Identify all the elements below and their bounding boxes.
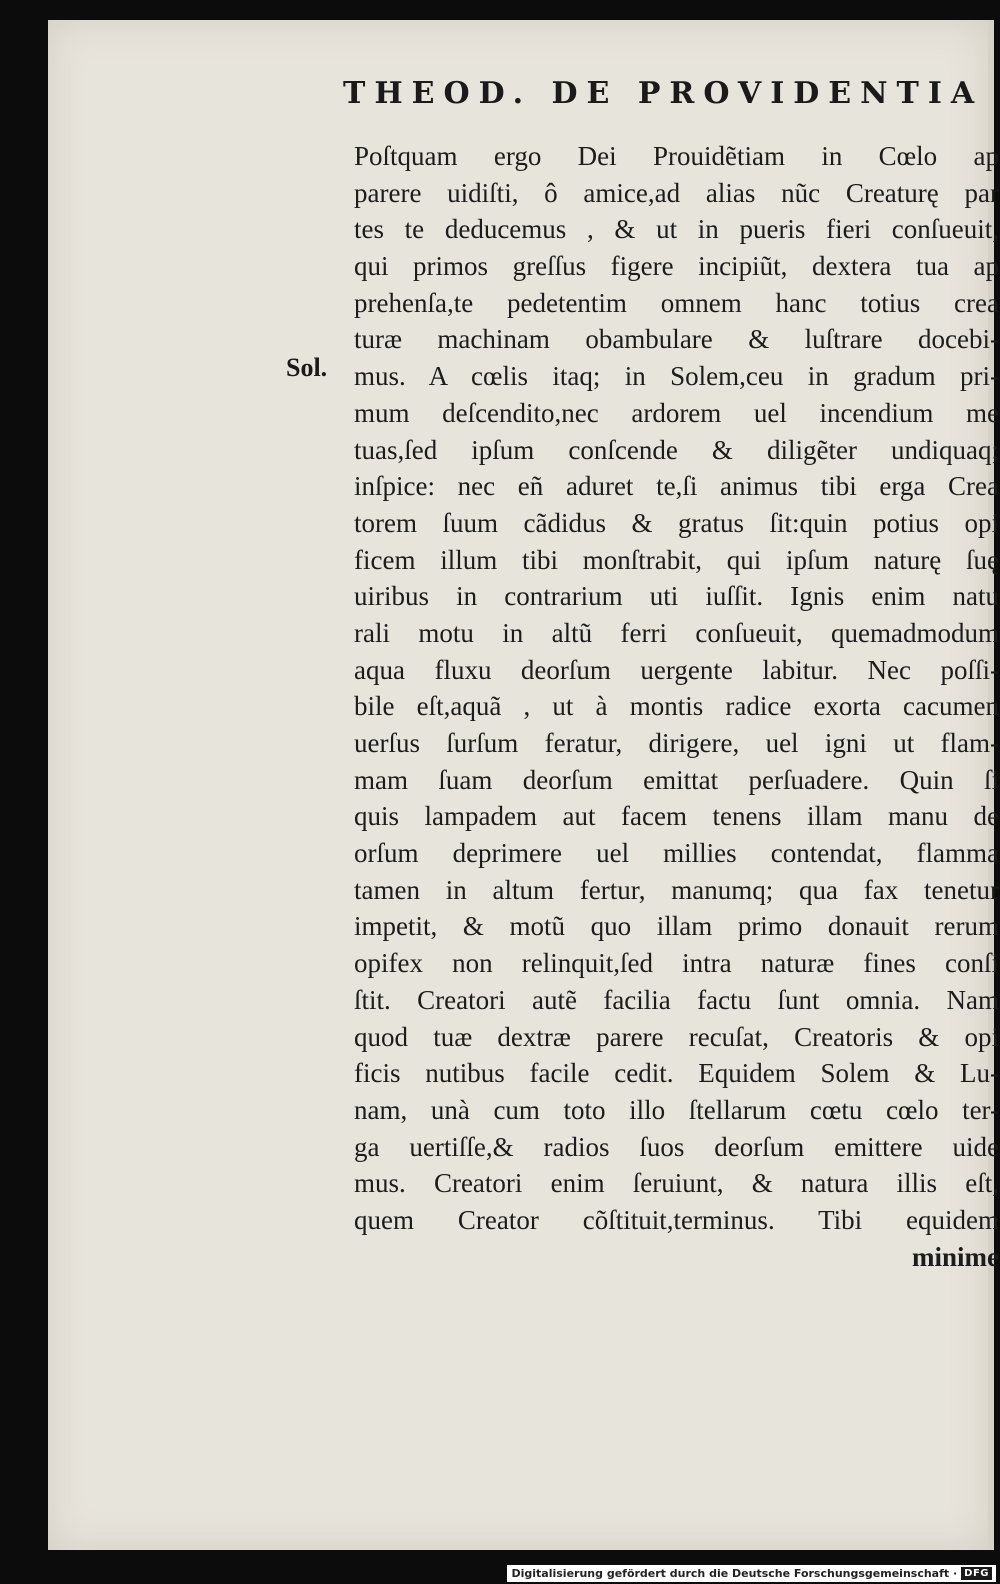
text-line: mus. A cœlis itaq; in Solem,ceu in gradum pri- bbox=[354, 361, 999, 392]
text-line: bile eſt,aquã , ut à montis radice exorta cacumen bbox=[354, 691, 999, 722]
text-line: mum deſcendito,nec ardorem uel incendium me bbox=[354, 397, 999, 428]
text-line: tes te deducemus , & ut in pueris fieri conſueuit, bbox=[354, 214, 999, 245]
text-line: mam ſuam deorſum emittat perſuadere. Quin ſi bbox=[354, 764, 999, 795]
text-line: uerſus ſurſum feratur, dirigere, uel igni ut flam- bbox=[354, 728, 999, 758]
text-line: orſum deprimere uel millies contendat, flamma bbox=[354, 838, 999, 869]
text-line: impetit, & motũ quo illam primo donauit rerum bbox=[354, 911, 999, 942]
text-line: qui primos greſſus figere incipiũt, dextera tua ap bbox=[354, 251, 999, 282]
book-page bbox=[48, 20, 999, 1550]
text-line: nam, unà cum toto illo ſtellarum cœtu cœlo ter- bbox=[354, 1094, 999, 1125]
text-line: prehenſa,te pedetentim omnem hanc totius crea bbox=[354, 287, 999, 318]
text-line: turæ machinam obambulare & luſtrare docebi- bbox=[354, 324, 999, 355]
text-line: aqua fluxu deorſum uergente labitur. Nec poſſi- bbox=[354, 654, 999, 685]
text-line: ficis nutibus facile cedit. Equidem Solem & Lu- bbox=[354, 1058, 999, 1089]
text-line: parere uidiſti, ô amice,ad alias nũc Creaturę par bbox=[354, 177, 999, 208]
text-line: Poſtquam ergo Dei Prouidẽtiam in Cœlo ap bbox=[354, 141, 999, 171]
catchword: minime bbox=[912, 1241, 999, 1272]
text-line: mus. Creatori enim ſeruiunt, & natura illis eſt, bbox=[354, 1168, 999, 1199]
footer-credit: Digitalisierung gefördert durch die Deutsche Forschungsgemeinschaft · bbox=[511, 1567, 958, 1580]
text-line: ſtit. Creatori autẽ facilia factu ſunt omnia. Nam bbox=[354, 984, 999, 1015]
text-line: inſpice: nec eñ aduret te,ſi animus tibi erga Crea bbox=[354, 471, 999, 502]
text-line: rali motu in altũ ferri conſueuit, quemadmodum bbox=[354, 617, 999, 648]
text-line: torem ſuum cãdidus & gratus ſit:quin potius opi bbox=[354, 507, 999, 538]
footer bbox=[507, 1565, 996, 1582]
running-head: THEOD. DE PROVIDENTIA bbox=[343, 76, 984, 111]
text-line: ga uertiſſe,& radios ſuos deorſum emittere uide bbox=[354, 1131, 999, 1162]
text-line: ficem illum tibi monſtrabit, qui ipſum naturę ſuę bbox=[354, 544, 999, 575]
margin-note: Sol. bbox=[286, 353, 328, 382]
text-line: tuas,ſed ipſum conſcende & diligẽter undiquaq; bbox=[354, 434, 999, 465]
dfg-logo: DFG bbox=[961, 1567, 992, 1580]
text-line: opifex non relinquit,ſed intra naturæ fines conſi bbox=[354, 948, 999, 979]
text-line: quem Creator cõſtituit,terminus. Tibi equidem bbox=[354, 1204, 999, 1235]
text-line: uiribus in contrarium uti iuſſit. Ignis enim natu bbox=[354, 581, 999, 612]
text-line: quis lampadem aut facem tenens illam manu de bbox=[354, 801, 999, 832]
text-line: quod tuæ dextræ parere recuſat, Creatoris & opi bbox=[354, 1021, 999, 1052]
body-text bbox=[354, 138, 999, 1275]
text-line: tamen in altum fertur, manumq; qua fax tenetur bbox=[354, 874, 999, 905]
